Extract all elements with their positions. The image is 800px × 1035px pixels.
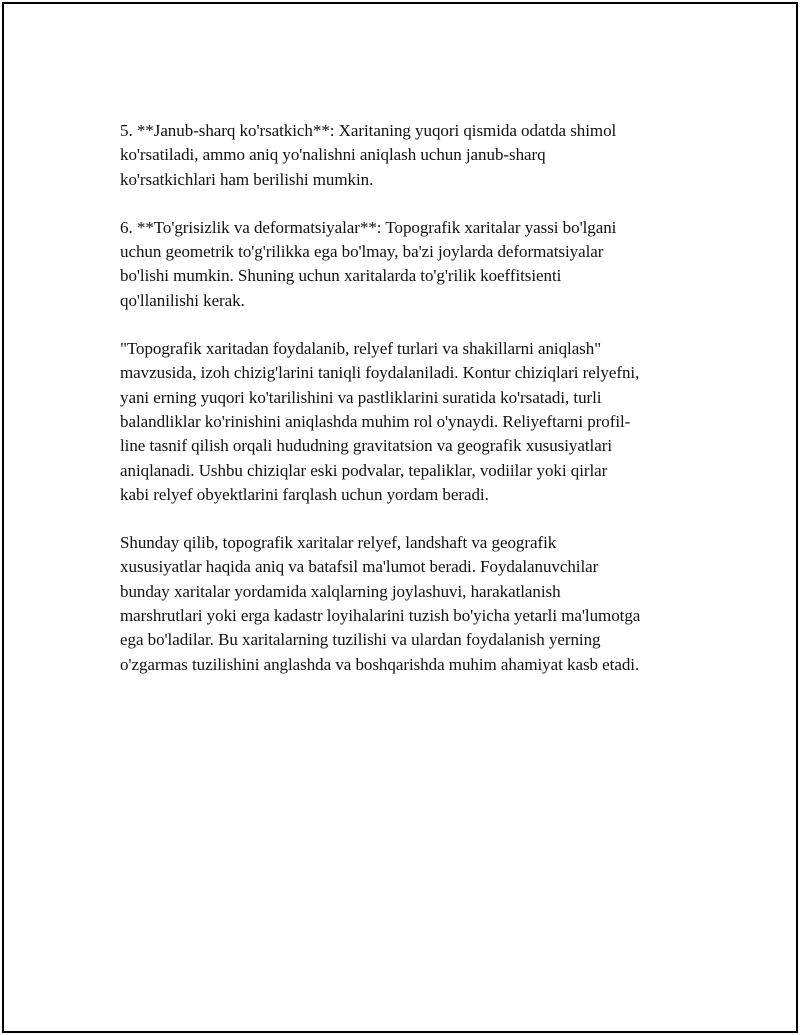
text-line: mavzusida, izoh chizig'larini taniqli foydalaniladi. Kontur chiziqlari relyefni, xyxy=(120,363,640,383)
text-line: aniqlanadi. Ushbu chiziqlar eski podvalar, tepaliklar, vodiilar yoki qirlar xyxy=(120,460,608,480)
text-line: 6. **To'grisizlik va deformatsiyalar**: Topografik xaritalar yassi bo'lgani xyxy=(120,217,617,237)
text-line: o'zgarmas tuzilishini anglashda va boshqarishda muhim ahamiyat kasb etadi. xyxy=(120,654,640,674)
paragraph-janub-sharq xyxy=(120,119,700,192)
text-line: kabi relyef obyektlarini farqlash uchun yordam beradi. xyxy=(120,484,489,504)
paragraph-togrisizlik xyxy=(120,216,700,313)
text-line: line tasnif qilish orqali hududning gravitatsion va geografik xususiyatlari xyxy=(120,436,612,456)
text-line: xususiyatlar haqida aniq va batafsil ma'lumot beradi. Foydalanuvchilar xyxy=(120,557,599,577)
text-line: bunday xaritalar yordamida xalqlarning joylashuvi, harakatlanish xyxy=(120,581,561,601)
text-line: Shunday qilib, topografik xaritalar relyef, landshaft va geografik xyxy=(120,533,557,553)
text-line: "Topografik xaritadan foydalanib, relyef turlari va shakillarni aniqlash" xyxy=(120,339,602,359)
document-page xyxy=(2,2,798,1033)
document-body xyxy=(120,119,700,701)
text-line: marshrutlari yoki erga kadastr loyihalarini tuzish bo'yicha yetarli ma'lumotga xyxy=(120,606,641,626)
text-line: qo'llanilishi kerak. xyxy=(120,290,245,310)
text-line: 5. **Janub-sharq ko'rsatkich**: Xaritaning yuqori qismida odatda shimol xyxy=(120,121,617,140)
paragraph-topografik-xarita xyxy=(120,337,700,507)
paragraph-conclusion xyxy=(120,531,700,677)
text-line: ko'rsatiladi, ammo aniq yo'nalishni aniqlash uchun janub-sharq xyxy=(120,145,546,165)
text-line: ega bo'ladilar. Bu xaritalarning tuzilishi va ulardan foydalanish yerning xyxy=(120,630,601,650)
text-line: uchun geometrik to'g'rilikka ega bo'lmay, ba'zi joylarda deformatsiyalar xyxy=(120,242,604,262)
text-line: yani erning yuqori ko'tarilishini va pastliklarini suratida ko'rsatadi, turli xyxy=(120,387,602,407)
text-line: bo'lishi mumkin. Shuning uchun xaritalarda to'g'rilik koeffitsienti xyxy=(120,266,562,286)
text-line: ko'rsatkichlari ham berilishi mumkin. xyxy=(120,169,374,189)
text-line: balandliklar ko'rinishini aniqlashda muhim rol o'ynaydi. Reliyeftarni profil- xyxy=(120,411,631,431)
